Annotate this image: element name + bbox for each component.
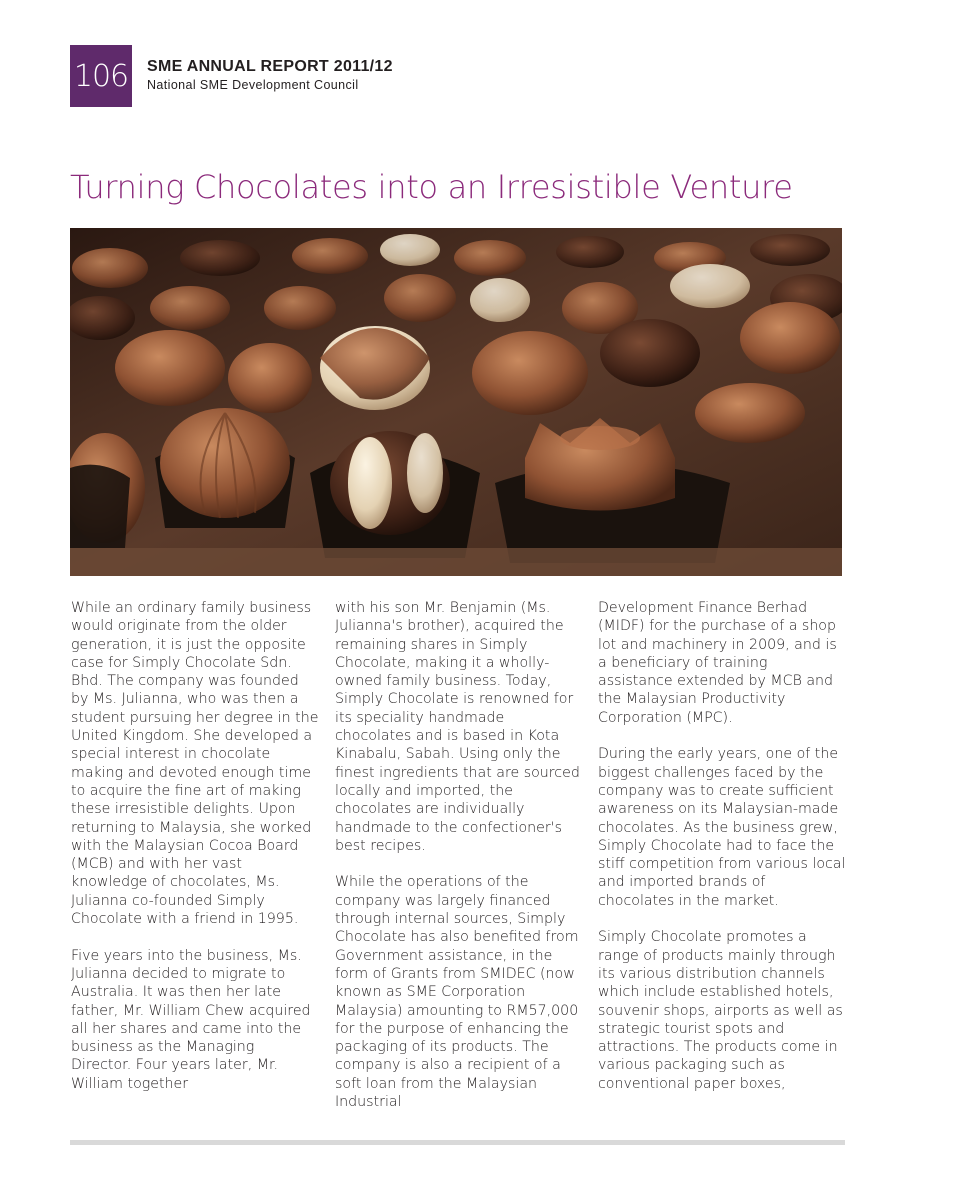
footer-divider bbox=[70, 1140, 845, 1145]
page-number-badge: 106 bbox=[70, 45, 132, 107]
chocolates-photo bbox=[70, 228, 842, 576]
article-headline: Turning Chocolates into an Irresistible Venture bbox=[70, 168, 793, 206]
paragraph: While an ordinary family business would originate from the older generation, it is just the opposite case for Simply Chocolate Sdn. Bhd. The company was founded by Ms. Julianna, who was then a student pursuing her degree in the United Kingdom. She developed a special interest in chocolate making and devoted enough time to acquire the fine art of making these irresistible delights. Upon returning to Malaysia, she worked with the Malaysian Cocoa Board (MCB) and with her vast knowledge of chocolates, Ms. Julianna co-founded Simply Chocolate with a friend in 1995. bbox=[71, 600, 319, 928]
paragraph: During the early years, one of the biggest challenges faced by the company was to create sufficient awareness on its Malaysian-made chocolates. As the business grew, Simply Chocolate had to face the stiff competition from various local and imported brands of chocolates in the market. bbox=[598, 746, 846, 909]
paragraph: with his son Mr. Benjamin (Ms. Julianna's brother), acquired the remaining shares in Simply Chocolate, making it a wholly-owned family business. Today, Simply Chocolate is renowned for its speciality handmade chocolates and is based in Kota Kinabalu, Sabah. Using only the finest ingredients that are sourced locally and imported, the chocolates are individually handmade to the confectioner's best recipes. bbox=[335, 600, 580, 854]
paragraph: Development Finance Berhad (MIDF) for the purchase of a shop lot and machinery in 2009, and is a beneficiary of training assistance extended by MCB and the Malaysian Productivity Corporation (MPC). bbox=[598, 600, 837, 726]
paragraph: While the operations of the company was largely financed through internal sources, Simply Chocolate has also benefited from Government assistance, in the form of Grants from SMIDEC (now known as SME Corporation Malaysia) amounting to RM57,000 for the purpose of enhancing the packaging of its products. The company is also a recipient of a soft loan from the Malaysian Industrial bbox=[335, 874, 579, 1111]
article-body bbox=[71, 599, 851, 1119]
paragraph: Five years into the business, Ms. Julianna decided to migrate to Australia. It was then her late father, Mr. William Chew acquired all her shares and came into the business as the Managing Director. Four years later, Mr. William together bbox=[71, 947, 311, 1092]
report-title: SME ANNUAL REPORT 2011/12 bbox=[147, 58, 393, 75]
report-subtitle: National SME Development Council bbox=[147, 78, 359, 92]
paragraph: Simply Chocolate promotes a range of products mainly through its various distribution channels which include established hotels, souvenir shops, airports as well as strategic tourist spots and attractions. The products come in various packaging such as conventional paper boxes, bbox=[598, 929, 843, 1092]
article-column-2 bbox=[335, 599, 583, 1130]
article-column-3 bbox=[598, 599, 846, 1111]
article-column-1 bbox=[71, 599, 319, 1111]
